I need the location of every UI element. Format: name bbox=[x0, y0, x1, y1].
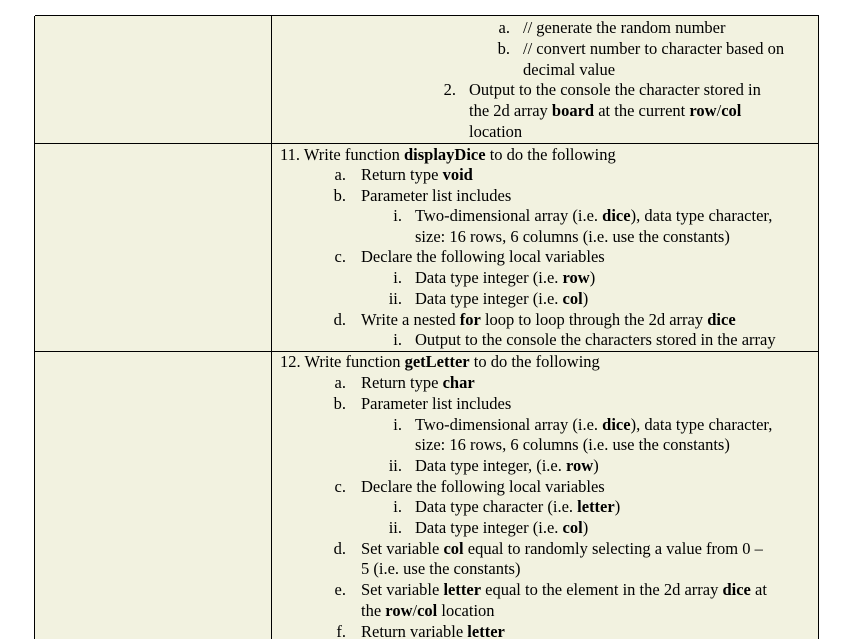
list-marker: e. bbox=[334, 580, 346, 599]
list-marker: ii. bbox=[388, 456, 402, 475]
list-marker: c. bbox=[334, 477, 346, 496]
list-marker: a. bbox=[334, 165, 346, 184]
list-marker: b. bbox=[333, 186, 346, 205]
list-marker: 2. bbox=[443, 80, 456, 99]
list-item: size: 16 rows, 6 columns (i.e. use the constants) bbox=[415, 435, 730, 454]
list-marker: i. bbox=[393, 206, 402, 225]
column-divider bbox=[271, 16, 272, 639]
list-item: Data type integer, (i.e. row) bbox=[415, 456, 599, 475]
list-item: decimal value bbox=[523, 60, 616, 79]
list-marker: i. bbox=[393, 268, 402, 287]
list-item: 5 (i.e. use the constants) bbox=[361, 559, 521, 578]
list-item: Data type integer (i.e. col) bbox=[415, 289, 589, 308]
list-marker: f. bbox=[336, 622, 346, 641]
list-marker: a. bbox=[334, 373, 346, 392]
list-item: Declare the following local variables bbox=[361, 247, 605, 266]
table-right-border bbox=[818, 16, 819, 639]
list-marker: c. bbox=[334, 247, 346, 266]
list-marker: i. bbox=[393, 415, 402, 434]
list-marker: i. bbox=[393, 330, 402, 349]
table-left-border bbox=[34, 16, 35, 639]
list-item: location bbox=[469, 122, 523, 141]
list-item: Write a nested for loop to loop through the 2d array dice bbox=[361, 310, 736, 329]
list-marker: b. bbox=[497, 39, 510, 58]
list-marker: ii. bbox=[388, 289, 402, 308]
list-marker: i. bbox=[393, 497, 402, 516]
list-item: size: 16 rows, 6 columns (i.e. use the constants) bbox=[415, 227, 730, 246]
list-item: the row/col location bbox=[361, 601, 495, 620]
list-marker: d. bbox=[333, 310, 346, 329]
list-item: Two-dimensional array (i.e. dice), data type character, bbox=[415, 206, 773, 225]
list-item: Set variable letter equal to the element in the 2d array dice at bbox=[361, 580, 767, 599]
list-marker: d. bbox=[333, 539, 346, 558]
list-item: Declare the following local variables bbox=[361, 477, 605, 496]
table-top-border bbox=[35, 15, 819, 16]
list-marker: b. bbox=[333, 394, 346, 413]
list-item: Data type character (i.e. letter) bbox=[415, 497, 621, 516]
row-divider-1 bbox=[35, 143, 819, 144]
list-item: Parameter list includes bbox=[361, 394, 512, 413]
list-item: Return type void bbox=[361, 165, 473, 184]
list-item: Output to the console the character stored in bbox=[469, 80, 761, 99]
list-item: Return type char bbox=[361, 373, 475, 392]
list-item: Output to the console the characters stored in the array bbox=[415, 330, 776, 349]
list-item: Set variable col equal to randomly selecting a value from 0 – bbox=[361, 539, 763, 558]
section-heading: 12. Write function getLetter to do the following bbox=[280, 352, 600, 371]
row1-left-cell bbox=[35, 16, 271, 143]
list-item: // generate the random number bbox=[523, 18, 726, 37]
list-item: Two-dimensional array (i.e. dice), data type character, bbox=[415, 415, 773, 434]
list-item: Return variable letter bbox=[361, 622, 505, 641]
section-heading: 11. Write function displayDice to do the following bbox=[280, 145, 616, 164]
list-item: the 2d array board at the current row/col bbox=[469, 101, 742, 120]
list-item: Data type integer (i.e. row) bbox=[415, 268, 596, 287]
list-item: Parameter list includes bbox=[361, 186, 512, 205]
row3-left-cell bbox=[35, 352, 271, 639]
list-item: Data type integer (i.e. col) bbox=[415, 518, 589, 537]
list-marker: ii. bbox=[388, 518, 402, 537]
row2-left-cell bbox=[35, 144, 271, 351]
list-marker: a. bbox=[498, 18, 510, 37]
list-item: // convert number to character based on bbox=[523, 39, 785, 58]
